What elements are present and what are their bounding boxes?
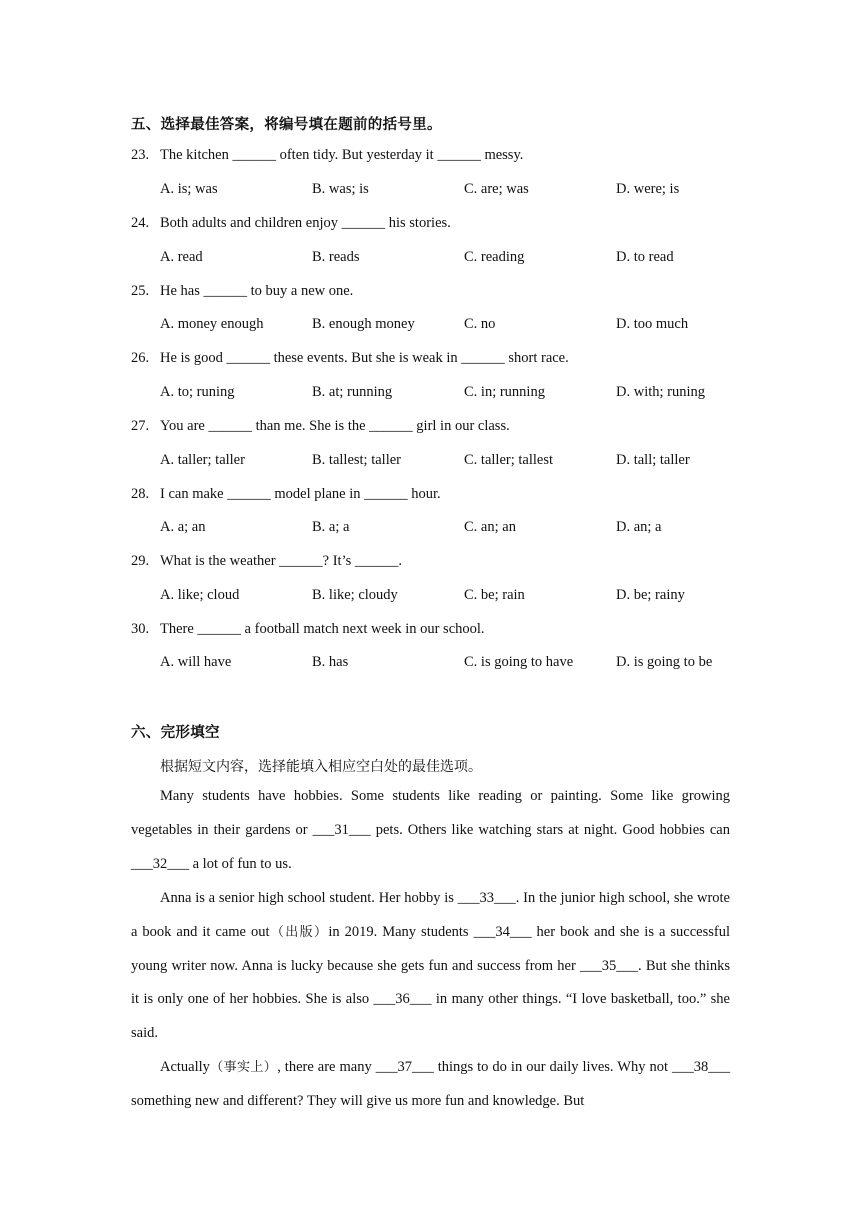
question-28	[131, 486, 441, 503]
options-23	[160, 181, 760, 201]
option-d: D. be; rainy	[616, 587, 685, 603]
options-25	[160, 316, 760, 336]
question-text: Both adults and children enjoy ______ his stories.	[160, 215, 451, 231]
question-number: 25.	[131, 283, 150, 299]
question-text: The kitchen ______ often tidy. But yesterday it ______ messy.	[160, 147, 524, 163]
options-30	[160, 654, 760, 674]
option-b: B. tallest; taller	[312, 452, 401, 468]
option-c: C. are; was	[464, 181, 529, 197]
chinese-gloss: （事实上）	[209, 1060, 278, 1075]
option-b: B. reads	[312, 249, 360, 265]
option-d: D. is going to be	[616, 654, 713, 670]
section-5-title: 五、选择最佳答案，将编号填在题前的括号里。	[131, 117, 442, 133]
question-number: 26.	[131, 350, 150, 366]
option-c: C. is going to have	[464, 654, 574, 670]
option-d: D. to read	[616, 249, 674, 265]
paragraph-text: Anna is a senior high school student. Her hobby is ___33___. In the junior high school, she wrote a book and it came out	[131, 890, 730, 940]
option-a: A. will have	[160, 654, 232, 670]
option-a: A. read	[160, 249, 203, 265]
cloze-paragraph-1: Many students have hobbies. Some students like reading or painting. Some like growing vegetables in their gardens or ___31___ pets. Others like watching stars at night. Good hobbies can ___32___ a lot of fun to us.	[131, 788, 730, 872]
cloze-paragraph-3	[131, 1051, 730, 1119]
option-b: B. enough money	[312, 316, 415, 332]
option-c: C. taller; tallest	[464, 452, 553, 468]
option-b: B. a; a	[312, 519, 350, 535]
question-26	[131, 350, 569, 367]
options-26	[160, 384, 760, 404]
question-text: You are ______ than me. She is the ______ girl in our class.	[160, 418, 510, 434]
question-24	[131, 215, 451, 232]
option-c: C. an; an	[464, 519, 516, 535]
option-c: C. reading	[464, 249, 525, 265]
cloze-paragraph-2	[131, 882, 730, 1051]
option-d: D. an; a	[616, 519, 662, 535]
option-a: A. a; an	[160, 519, 206, 535]
option-b: B. has	[312, 654, 349, 670]
option-a: A. to; runing	[160, 384, 235, 400]
question-text: There ______ a football match next week in our school.	[160, 621, 485, 637]
option-a: A. is; was	[160, 181, 218, 197]
section-6-title: 六、完形填空	[131, 725, 220, 741]
option-c: C. in; running	[464, 384, 545, 400]
options-24	[160, 249, 760, 269]
question-27	[131, 418, 510, 435]
options-28	[160, 519, 760, 539]
option-d: D. too much	[616, 316, 689, 332]
question-number: 28.	[131, 486, 150, 502]
question-text: He is good ______ these events. But she is weak in ______ short race.	[160, 350, 569, 366]
question-number: 27.	[131, 418, 150, 434]
question-text: He has ______ to buy a new one.	[160, 283, 354, 299]
option-a: A. like; cloud	[160, 587, 240, 603]
question-text: I can make ______ model plane in ______ hour.	[160, 486, 441, 502]
option-b: B. was; is	[312, 181, 369, 197]
option-d: D. were; is	[616, 181, 680, 197]
paragraph-text: Actually	[160, 1059, 210, 1075]
option-a: A. taller; taller	[160, 452, 245, 468]
option-c: C. no	[464, 316, 496, 332]
option-c: C. be; rain	[464, 587, 525, 603]
question-25	[131, 283, 353, 300]
option-b: B. at; running	[312, 384, 393, 400]
question-29	[131, 553, 402, 570]
question-23	[131, 147, 523, 164]
chinese-gloss: （出版）	[269, 924, 329, 940]
options-29	[160, 587, 760, 607]
question-text: What is the weather ______? It’s ______.	[160, 553, 403, 569]
option-d: D. with; runing	[616, 384, 706, 400]
option-a: A. money enough	[160, 316, 264, 332]
option-b: B. like; cloudy	[312, 587, 398, 603]
question-number: 29.	[131, 553, 150, 569]
question-number: 24.	[131, 215, 150, 231]
paragraph-text: in 2019. Many students ___34___ her book and she is a successful young writer now. Anna is lucky because she gets fun and success from her ___35___. But she thinks it is only one of her hobbies. She is also ___36___ in many other things. “I love basketball, too.” she said.	[131, 923, 730, 1042]
question-number: 23.	[131, 147, 150, 163]
option-d: D. tall; taller	[616, 452, 690, 468]
cloze-instruction: 根据短文内容，选择能填入相应空白处的最佳选项。	[160, 759, 482, 775]
options-27	[160, 452, 760, 472]
paragraph-text: , there are many ___37___ things to do in our daily lives. Why not ___38___ something new and different? They will give us more fun and knowledge. But	[131, 1059, 730, 1109]
question-number: 30.	[131, 621, 150, 637]
question-30	[131, 621, 485, 638]
